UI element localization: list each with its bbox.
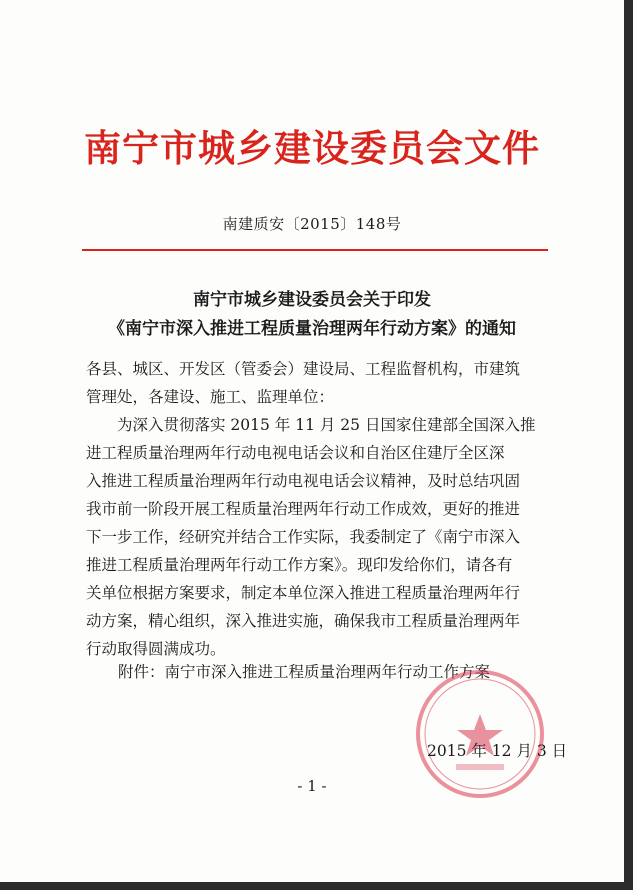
body-text-line: 行动取得圆满成功。 [86,640,226,658]
body-text-line: 为深入贯彻落实 2015 年 11 月 25 日国家住建部全国深入推 [86,416,536,434]
scan-edge-right [624,0,633,890]
body-text-line: 入推进工程质量治理两年行动电视电话会议精神，及时总结巩固 [86,472,521,490]
notice-title-line-2: 《南宁市深入推进工程质量治理两年行动方案》的通知 [108,319,516,339]
page-number: - 1 - [297,777,327,795]
scan-edge-bottom [0,882,633,890]
document-number: 南建质安〔2015〕148号 [222,215,402,233]
document-header-title: 南宁市城乡建设委员会文件 [84,126,540,170]
attachment-line: 附件：南宁市深入推进工程质量治理两年行动工作方案 [118,663,491,681]
body-text-line: 进工程质量治理两年行动电视电话会议和自治区住建厅全区深 [86,444,505,462]
header-divider [82,249,548,251]
body-text-line: 各县、城区、开发区（管委会）建设局、工程监督机构，市建筑 [86,360,521,378]
body-text-line: 管理处，各建设、施工、监理单位： [86,388,335,406]
body-text-line: 下一步工作，经研究并结合工作实际，我委制定了《南宁市深入 [86,528,521,546]
body-text-line: 关单位根据方案要求，制定本单位深入推进工程质量治理两年行 [86,584,521,602]
body-text-line: 推进工程质量治理两年行动工作方案》。现印发给你们，请各有 [86,556,513,574]
notice-title-line-1: 南宁市城乡建设委员会关于印发 [193,290,431,310]
issue-date: 2015 年 12 月 3 日 [427,742,568,760]
body-text-line: 我市前一阶段开展工程质量治理两年行动工作成效，更好的推进 [86,500,521,518]
body-text-line: 动方案，精心组织，深入推进实施，确保我市工程质量治理两年 [86,612,521,630]
